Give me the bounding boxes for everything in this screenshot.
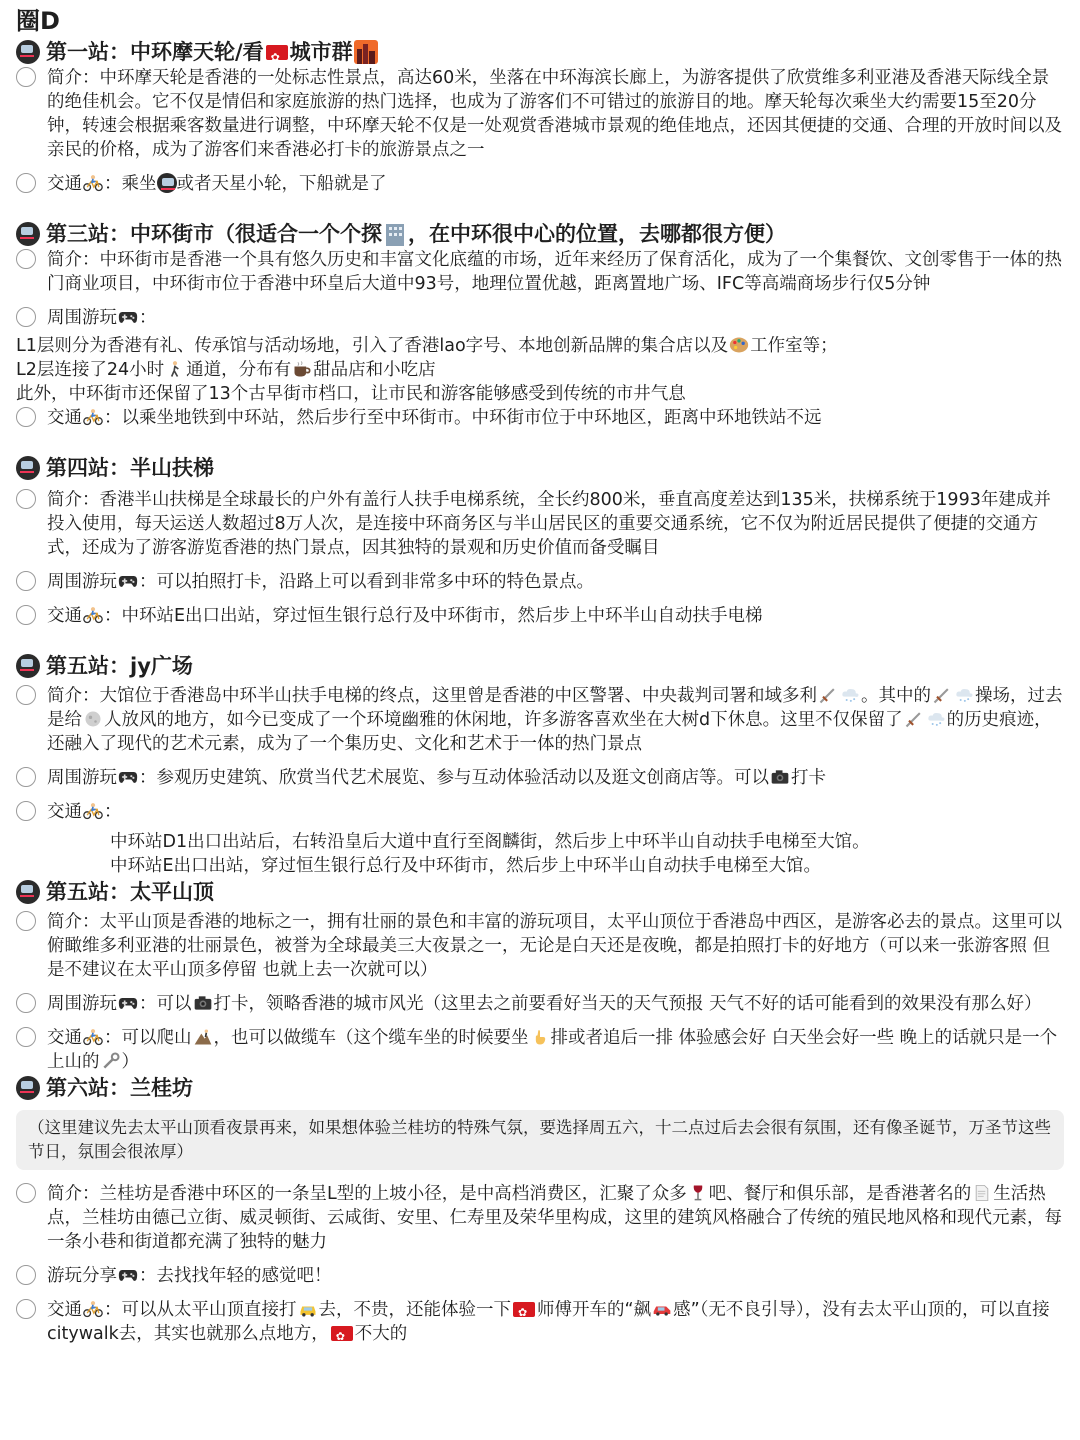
checkbox[interactable]: [16, 173, 36, 193]
checkbox[interactable]: [16, 767, 36, 787]
bicycle-icon: [83, 1300, 103, 1318]
section-title-ferris-wheel: [16, 38, 1064, 66]
metro-train-icon: [16, 880, 40, 904]
camera-icon: [770, 768, 790, 786]
checkbox[interactable]: [16, 489, 36, 509]
section-title-text: 第五站：太平山顶: [46, 880, 214, 904]
share-label: 游玩分享: [47, 1266, 117, 1286]
page-icon: [972, 1184, 992, 1202]
intro-text: 简介：中环摩天轮是香港的一处标志性景点，高达60米，坐落在中环海滨长廊上，为游客提供了欣赏维多利亚港及香港天际线全景的绝佳机会。它不仅是情侣和家庭旅游的热门选择，也成为了游客们不可错过的旅游目的地。摩天轮每次乘坐大约需要15至20分钟，转速会根据乘客数量进行调整，中环摩天轮不仅是一处观赏香港城市景观的绝佳地点，还因其便捷的交通、合理的开放时间以及亲民的价格，成为了游客们来香港必打卡的旅游景点之一: [47, 68, 1062, 160]
checkbox[interactable]: [16, 407, 36, 427]
section-title-text: 城市群: [289, 40, 353, 64]
list-item: 交通 ：中环站E出口出站，穿过恒生银行总行及中环街市，然后步上中环半山自动扶手电梯: [16, 604, 1064, 628]
intro-text: 简介：大馆位于香港岛中环半山扶手电梯的终点，这里曾是香港的中区警署、中央裁判司署和域多利 。其中的 操场，过去是给 人放风的地方，如今已变成了一个环境幽雅的休闲地，许多游客喜欢坐在大树d下休息。这里不仅保留了 的历史痕迹，还融入了现代的艺术元素，成为了一个集历史、文化和艺术于一体的热门景点: [47, 686, 1063, 754]
section-title-text: 第三站：中环街市（很适合一个个探: [46, 222, 382, 246]
checkbox[interactable]: [16, 911, 36, 931]
checkbox[interactable]: [16, 801, 36, 821]
checkbox[interactable]: [16, 605, 36, 625]
list-item: 游玩分享 ：去找找年轻的感觉吧！: [16, 1264, 1064, 1288]
game-controller-icon: [118, 994, 138, 1012]
taxi-icon: [298, 1300, 318, 1318]
coffee-icon: [292, 360, 312, 378]
hong-kong-flag-icon: [513, 1302, 535, 1317]
list-item: 周围游玩 ：: [16, 306, 1064, 330]
traffic-label: 交通: [47, 606, 82, 626]
section-title-text: 第六站：兰桂坊: [46, 1076, 193, 1100]
around-label: 周围游玩: [47, 768, 117, 788]
metro-train-icon: [16, 654, 40, 678]
intro-text: 简介：中环街市是香港一个具有悠久历史和丰富文化底蕴的市场，近年来经历了保育活化，成为了一个集餐饮、文创零售于一体的热门商业项目，中环街市位于香港中环皇后大道中93号，地理位置优越，距离置地广场、IFC等高端商场步行仅5分钟: [47, 250, 1062, 294]
section-title-central-market: [16, 220, 1064, 248]
checkbox[interactable]: [16, 685, 36, 705]
car-icon: [652, 1300, 672, 1318]
list-item: [16, 248, 1064, 296]
bicycle-icon: [83, 606, 103, 624]
cityscape-icon: [354, 40, 378, 64]
intro-text: 简介：兰桂坊是香港中环区的一条呈L型的上坡小径，是中高档消费区，汇聚了众多 吧、餐厅和俱乐部，是香港著名的 生活热点，兰桂坊由德己立街、威灵顿街、云咸街、安里、仁寿里及荣华里构成，这里的建筑风格融合了传统的殖民地风格和现代元素，每一条小巷和街道都充满了独特的魅力: [47, 1184, 1062, 1252]
extra-text: 此外，中环街市还保留了13个古早街市档口，让市民和游客能够感受到传统的市井气息: [16, 384, 686, 404]
checkbox[interactable]: [16, 1265, 36, 1285]
section-title-tai-kwun: [16, 652, 1064, 680]
checkbox[interactable]: [16, 1183, 36, 1203]
metro-train-icon: [16, 1076, 40, 1100]
list-item: 周围游玩 ：可以 打卡，领略香港的城市风光（这里去之前要看好当天的天气预报 天气不好的话可能看到的效果没有那么好）: [16, 992, 1064, 1016]
section-title-text: ，在中环很中心的位置，去哪都很方便）: [408, 222, 786, 246]
wine-glass-icon: [688, 1184, 708, 1202]
sword-icon: [904, 710, 924, 728]
checkbox[interactable]: [16, 571, 36, 591]
art-palette-icon: [729, 336, 749, 354]
section-title-text: 第五站：jy广场: [46, 654, 193, 678]
list-item: 交通 ：以乘坐地铁到中环站，然后步行至中环街市。中环街市位于中环地区，距离中环地铁站不远: [16, 406, 1064, 430]
list-item: 交通 ：: [16, 800, 1064, 824]
climbing-icon: [193, 1028, 213, 1046]
game-controller-icon: [118, 1266, 138, 1284]
around-label: 周围游玩: [47, 994, 117, 1014]
traffic-label: 交通: [47, 1028, 82, 1048]
traffic-label: 交通: [47, 802, 82, 822]
game-controller-icon: [118, 572, 138, 590]
list-item: [16, 66, 1064, 162]
section-title-text: 第一站：中环摩天轮/看: [46, 40, 264, 64]
game-controller-icon: [118, 308, 138, 326]
checkbox[interactable]: [16, 249, 36, 269]
list-item: 交通 ：可以爬山 ，也可以做缆车（这个缆车坐的时候要坐 排或者追后一排 体验感会好 白天坐会好一些 晚上的话就只是一个上山的 ）: [16, 1026, 1064, 1074]
page-title: 圈D: [16, 7, 60, 35]
intro-text: 简介：香港半山扶梯是全球最长的户外有盖行人扶手电梯系统，全长约800米，垂直高度差达到135米，扶梯系统于1993年建成并投入使用，每天运送人数超过8万人次，是连接中环商务区与半山居民区的重要交通系统，它不仅为附近居民提供了便捷的交通方式，还成为了游客游览香港的热门景点，因其独特的景观和历史价值而备受瞩目: [47, 490, 1051, 558]
cloud-icon: [954, 686, 974, 704]
list-item: 周围游玩 ：参观历史建筑、欣赏当代艺术展览、参与互动体验活动以及逛文创商店等。可以 打卡: [16, 766, 1064, 790]
section-title-the-peak: [16, 878, 1064, 906]
bicycle-icon: [83, 408, 103, 426]
wrench-icon: [101, 1052, 121, 1070]
list-item: [16, 1182, 1064, 1254]
list-item: 交通 ：可以从太平山顶直接打 去，不贵，还能体验一下✿ 师傅开车的“飙 感”（无不良引导），没有去太平山顶的，可以直接citywalk去，其实也就那么点地方，✿ 不大的: [16, 1298, 1064, 1346]
checkbox[interactable]: [16, 993, 36, 1013]
metro-train-icon: [16, 456, 40, 480]
hong-kong-flag-icon: [331, 1326, 353, 1341]
l2-text: L2层连接了24小时 通道，分布有 甜品店和小吃店: [16, 360, 436, 380]
sword-icon: [932, 686, 952, 704]
traffic-label: 交通: [47, 174, 82, 194]
section-title-escalator: [16, 454, 1064, 482]
around-label: 周围游玩: [47, 572, 117, 592]
metro-train-icon: [16, 222, 40, 246]
route-text: 中环站E出口出站，穿过恒生银行总行及中环街市，然后步上中环半山自动扶手电梯至大馆。: [110, 856, 822, 876]
list-item: [16, 684, 1064, 756]
section-title-lan-kwai-fong: [16, 1074, 1064, 1102]
traffic-text-part: ：乘坐: [104, 174, 157, 194]
metro-train-icon: [16, 40, 40, 64]
walking-person-icon: [165, 360, 185, 378]
checkbox[interactable]: [16, 67, 36, 87]
traffic-label: 交通: [47, 1300, 82, 1320]
hong-kong-flag-icon: [266, 45, 288, 60]
traffic-label: 交通: [47, 408, 82, 428]
pointing-hand-icon: [530, 1028, 550, 1046]
moon-icon: [83, 710, 103, 728]
list-item: 周围游玩 ：可以拍照打卡，沿路上可以看到非常多中环的特色景点。: [16, 570, 1064, 594]
checkbox[interactable]: [16, 1299, 36, 1319]
note-block: （这里建议先去太平山顶看夜景再来，如果想体验兰桂坊的特殊气氛，要选择周五六，十二点过后去会很有氛围，还有像圣诞节，万圣节这些节日，氛围会很浓厚）: [16, 1110, 1064, 1170]
checkbox[interactable]: [16, 307, 36, 327]
traffic-text: [47, 172, 1064, 196]
list-item: [16, 910, 1064, 982]
around-label: 周围游玩: [47, 308, 117, 328]
cloud-icon: [926, 710, 946, 728]
camera-icon: [193, 994, 213, 1012]
bicycle-icon: [83, 802, 103, 820]
l1-text: L1层则分为香港有礼、传承馆与活动场地，引入了香港lao字号、本地创新品牌的集合店以及 工作室等；: [16, 336, 838, 356]
checkbox[interactable]: [16, 1027, 36, 1047]
list-item: [16, 488, 1064, 560]
cloud-icon: [840, 686, 860, 704]
sword-icon: [818, 686, 838, 704]
route-text: 中环站D1出口出站后，右转沿皇后大道中直行至阁麟街，然后步上中环半山自动扶手电梯至大馆。: [110, 832, 870, 852]
intro-text: 简介：太平山顶是香港的地标之一，拥有壮丽的景色和丰富的游玩项目，太平山顶位于香港岛中西区，是游客必去的景点。这里可以俯瞰维多利亚港的壮丽景色，被誉为全球最美三大夜景之一，无论是白天还是夜晚，都是拍照打卡的好地方（可以来一张游客照 但是不建议在太平山顶多停留 也就上去一次就可以）: [47, 912, 1062, 980]
list-item: [16, 172, 1064, 196]
metro-train-icon: [157, 173, 177, 193]
section-title-text: 第四站：半山扶梯: [46, 456, 214, 480]
bicycle-icon: [83, 174, 103, 192]
traffic-text-part: 或者天星小轮，下船就是了: [176, 174, 387, 194]
bicycle-icon: [83, 1028, 103, 1046]
office-building-icon: [383, 222, 407, 246]
game-controller-icon: [118, 768, 138, 786]
